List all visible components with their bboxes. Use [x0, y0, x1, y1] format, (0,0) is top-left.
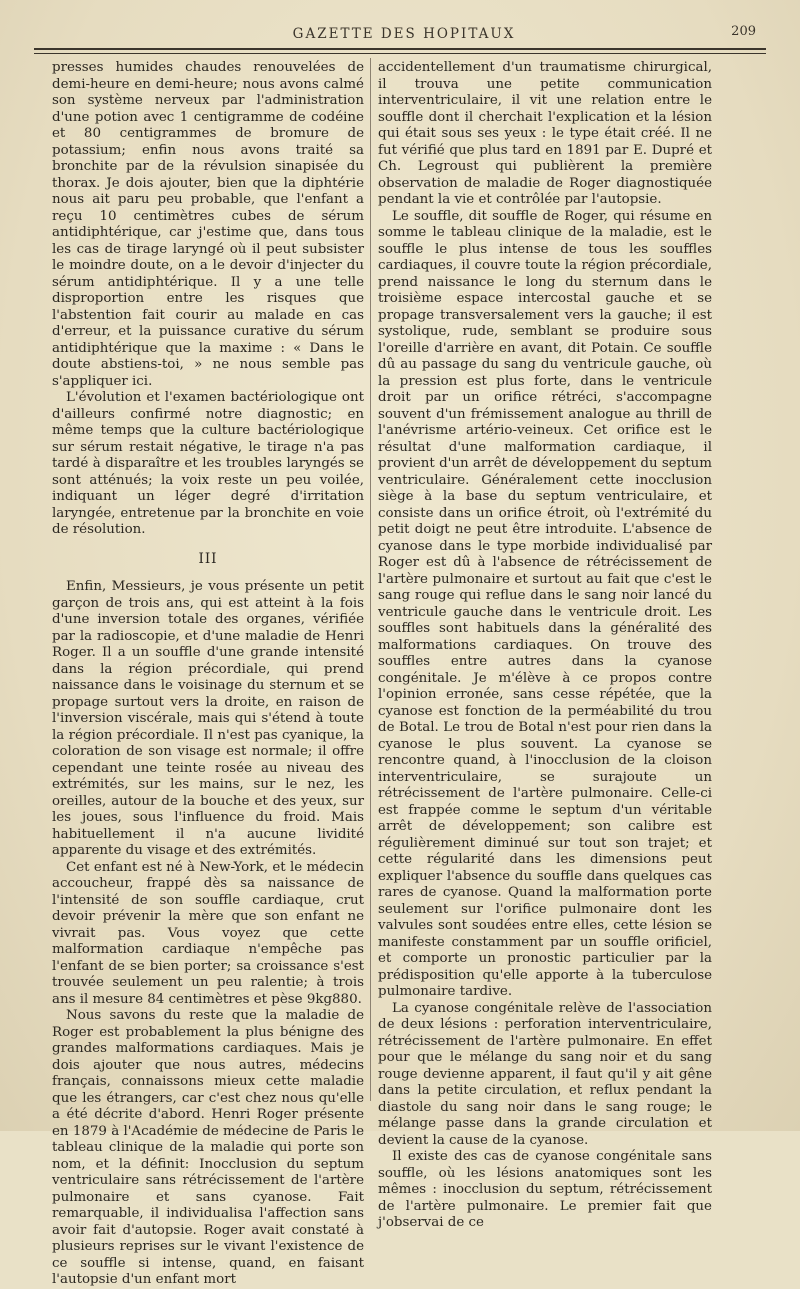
right-column	[378, 60, 712, 1230]
header-rule-thick	[34, 48, 766, 50]
paragraph: Le souffle, dit souffle de Roger, qui résume en somme le tableau clinique de la maladie, est le souffle le plus intense de tous les souffles cardiaques, il couvre toute la région précordiale, prend naissance le long du sternum dans le troisième espace intercostal gauche et se propage transversalement vers la gauche; il est systolique, rude, semblant se produire sous l'oreille d'arrière en avant, dit Potain. Ce souffle dû au passage du sang du ventricule gauche, où la pression est plus forte, dans le ventricule droit par un orifice rétréci, s'accompagne souvent d'un frémissement analogue au thrill de l'anévrisme artério-veineux. Cet orifice est le résultat d'une malformation cardiaque, il provient d'un arrêt de développement du septum ventriculaire. Généralement cette inocclusion siège à la base du septum ventriculaire, et consiste dans un orifice étroit, où l'extrémité du petit doigt ne peut être introduite. L'absence de cyanose dans le type morbide individualisé par Roger est dû à l'absence de rétrécissement de l'artère pulmonaire et surtout au fait que c'est le sang rouge qui reflue dans le sang noir lancé du ventricule gauche dans le ventricule droit. Les souffles sont habituels dans la généralité des malformations cardiaques. On trouve des souffles entre autres dans la cyanose congénitale. Je m'élève à ce propos contre l'opinion erronée, sans cesse répétée, que la cyanose est fonction de la perméabilité du trou de Botal. Le trou de Botal n'est pour rien dans la cyanose le plus souvent. La cyanose se rencontre quand, à l'inocclusion de la cloison interventriculaire, se surajoute un rétrécissement de l'artère pulmonaire. Celle-ci est frappée comme le septum d'un véritable arrêt de développement; son calibre est régulièrement diminué sur tout son trajet; et cette régularité dans les dimensions peut expliquer l'absence du souffle dans quelques cas rares de cyanose. Quand la malformation porte seulement sur l'orifice pulmonaire dont les valvules sont soudées entre elles, cette lésion se manifeste constamment par un souffle orificiel, et comporte un pronostic particulier par la prédisposition qu'elle apporte à la tuberculose pulmonaire tardive.	[378, 208, 712, 999]
page-number: 209	[731, 24, 756, 39]
section-heading: III	[198, 550, 218, 567]
paragraph: Cet enfant est né à New-York, et le médecin accoucheur, frappé dès sa naissance de l'intensité de son souffle cardiaque, crut devoir prévenir la mère que son enfant ne vivrait pas. Vous voyez que cette malformation cardiaque n'empêche pas l'enfant de se bien porter; sa croissance s'est trouvée seulement un peu ralentie; à trois ans il mesure 84 centimètres et pèse 9kg880.	[52, 859, 364, 1007]
paragraph: Il existe des cas de cyanose congénitale sans souffle, où les lésions anatomiques sont les mêmes : inocclusion du septum, rétrécissement de l'artère pulmonaire. Le premier fait que j'observai de ce	[378, 1149, 712, 1230]
paragraph: La cyanose congénitale relève de l'association de deux lésions : perforation interventriculaire, rétrécissement de l'artère pulmonaire. En effet pour que le mélange du sang noir et du sang rouge devienne apparent, il faut qu'il y ait gêne dans la petite circulation, et reflux pendant la diastole du sang noir dans le sang rouge; le mélange passe dans la grande circulation et devient la cause de la cyanose.	[378, 1000, 712, 1148]
column-divider	[370, 58, 371, 1101]
paragraph: L'évolution et l'examen bactériologique ont d'ailleurs confirmé notre diagnostic; en même temps que la culture bactériologique sur sérum restait négative, le tirage n'a pas tardé à disparaître et les troubles laryngés se sont atténués; la voix reste un peu voilée, indiquant un léger degré d'irritation laryngée, entretenue par la bronchite en voie de résolution.	[52, 390, 364, 537]
paragraph: accidentellement d'un traumatisme chirurgical, il trouva une petite communication interventriculaire, il vit une relation entre le souffle dont il cherchait l'explication et la lésion qui était sous ses yeux : le type était créé. Il ne fut vérifié que plus tard en 1891 par E. Dupré et Ch. Legroust qui publièrent la première observation de maladie de Roger diagnostiquée pendant la vie et contrôlée par l'autopsie.	[378, 60, 712, 207]
page-header	[44, 26, 764, 46]
paragraph: Nous savons du reste que la maladie de Roger est probablement la plus bénigne des grandes malformations cardiaques. Mais je dois ajouter que nous autres, médecins français, connaissons mieux cette maladie que les étrangers, car c'est chez nous qu'elle a été décrite d'abord. Henri Roger présente en 1879 à l'Académie de médecine de Paris le tableau clinique de la maladie qui porte son nom, et la définit: Inocclusion du septum ventriculaire sans rétrécissement de l'artère pulmonaire et sans cyanose. Fait remarquable, il individualisa l'affection sans avoir fait d'autopsie. Roger avait constaté à plusieurs reprises sur le vivant l'existence de ce souffle si intense, quand, en faisant l'autopsie d'un enfant mort	[52, 1008, 364, 1287]
left-column	[52, 60, 364, 1287]
header-rule-thin	[34, 53, 766, 54]
paragraph: Enfin, Messieurs, je vous présente un petit garçon de trois ans, qui est atteint à la fois d'une inversion totale des organes, vérifiée par la radioscopie, et d'une maladie de Henri Roger. Il a un souffle d'une grande intensité dans la région précordiale, qui prend naissance dans le voisinage du sternum et se propage surtout vers la droite, en raison de l'inversion viscérale, mais qui s'étend à toute la région précordiale. Il n'est pas cyanique, la coloration de son visage est normale; il offre cependant une teinte rosée au niveau des extrémités, sur les mains, sur le nez, les oreilles, autour de la bouche et des yeux, sur les joues, sous l'influence du froid. Mais habituellement il n'a aucune lividité apparente du visage et des extrémités.	[52, 579, 364, 858]
paragraph: presses humides chaudes renouvelées de demi-heure en demi-heure; nous avons calmé son système nerveux par l'administration d'une potion avec 1 centigramme de codéine et 80 centigrammes de bromure de potassium; enfin nous avons traité sa bronchite par de la révulsion sinapisée du thorax. Je dois ajouter, bien que la diphtérie nous ait paru peu probable, que l'enfant a reçu 10 centimètres cubes de sérum antidiphtérique, car j'estime que, dans tous les cas de tirage laryngé où il peut subsister le moindre doute, on a le devoir d'injecter du sérum antidiphtérique. Il y a une telle disproportion entre les risques que l'abstention fait courir au malade en cas d'erreur, et la puissance curative du sérum antidiphtérique que la maxime : « Dans le doute abstiens-toi, » ne nous semble pas s'appliquer ici.	[52, 60, 364, 389]
journal-title: GAZETTE DES HOPITAUX	[292, 26, 516, 42]
